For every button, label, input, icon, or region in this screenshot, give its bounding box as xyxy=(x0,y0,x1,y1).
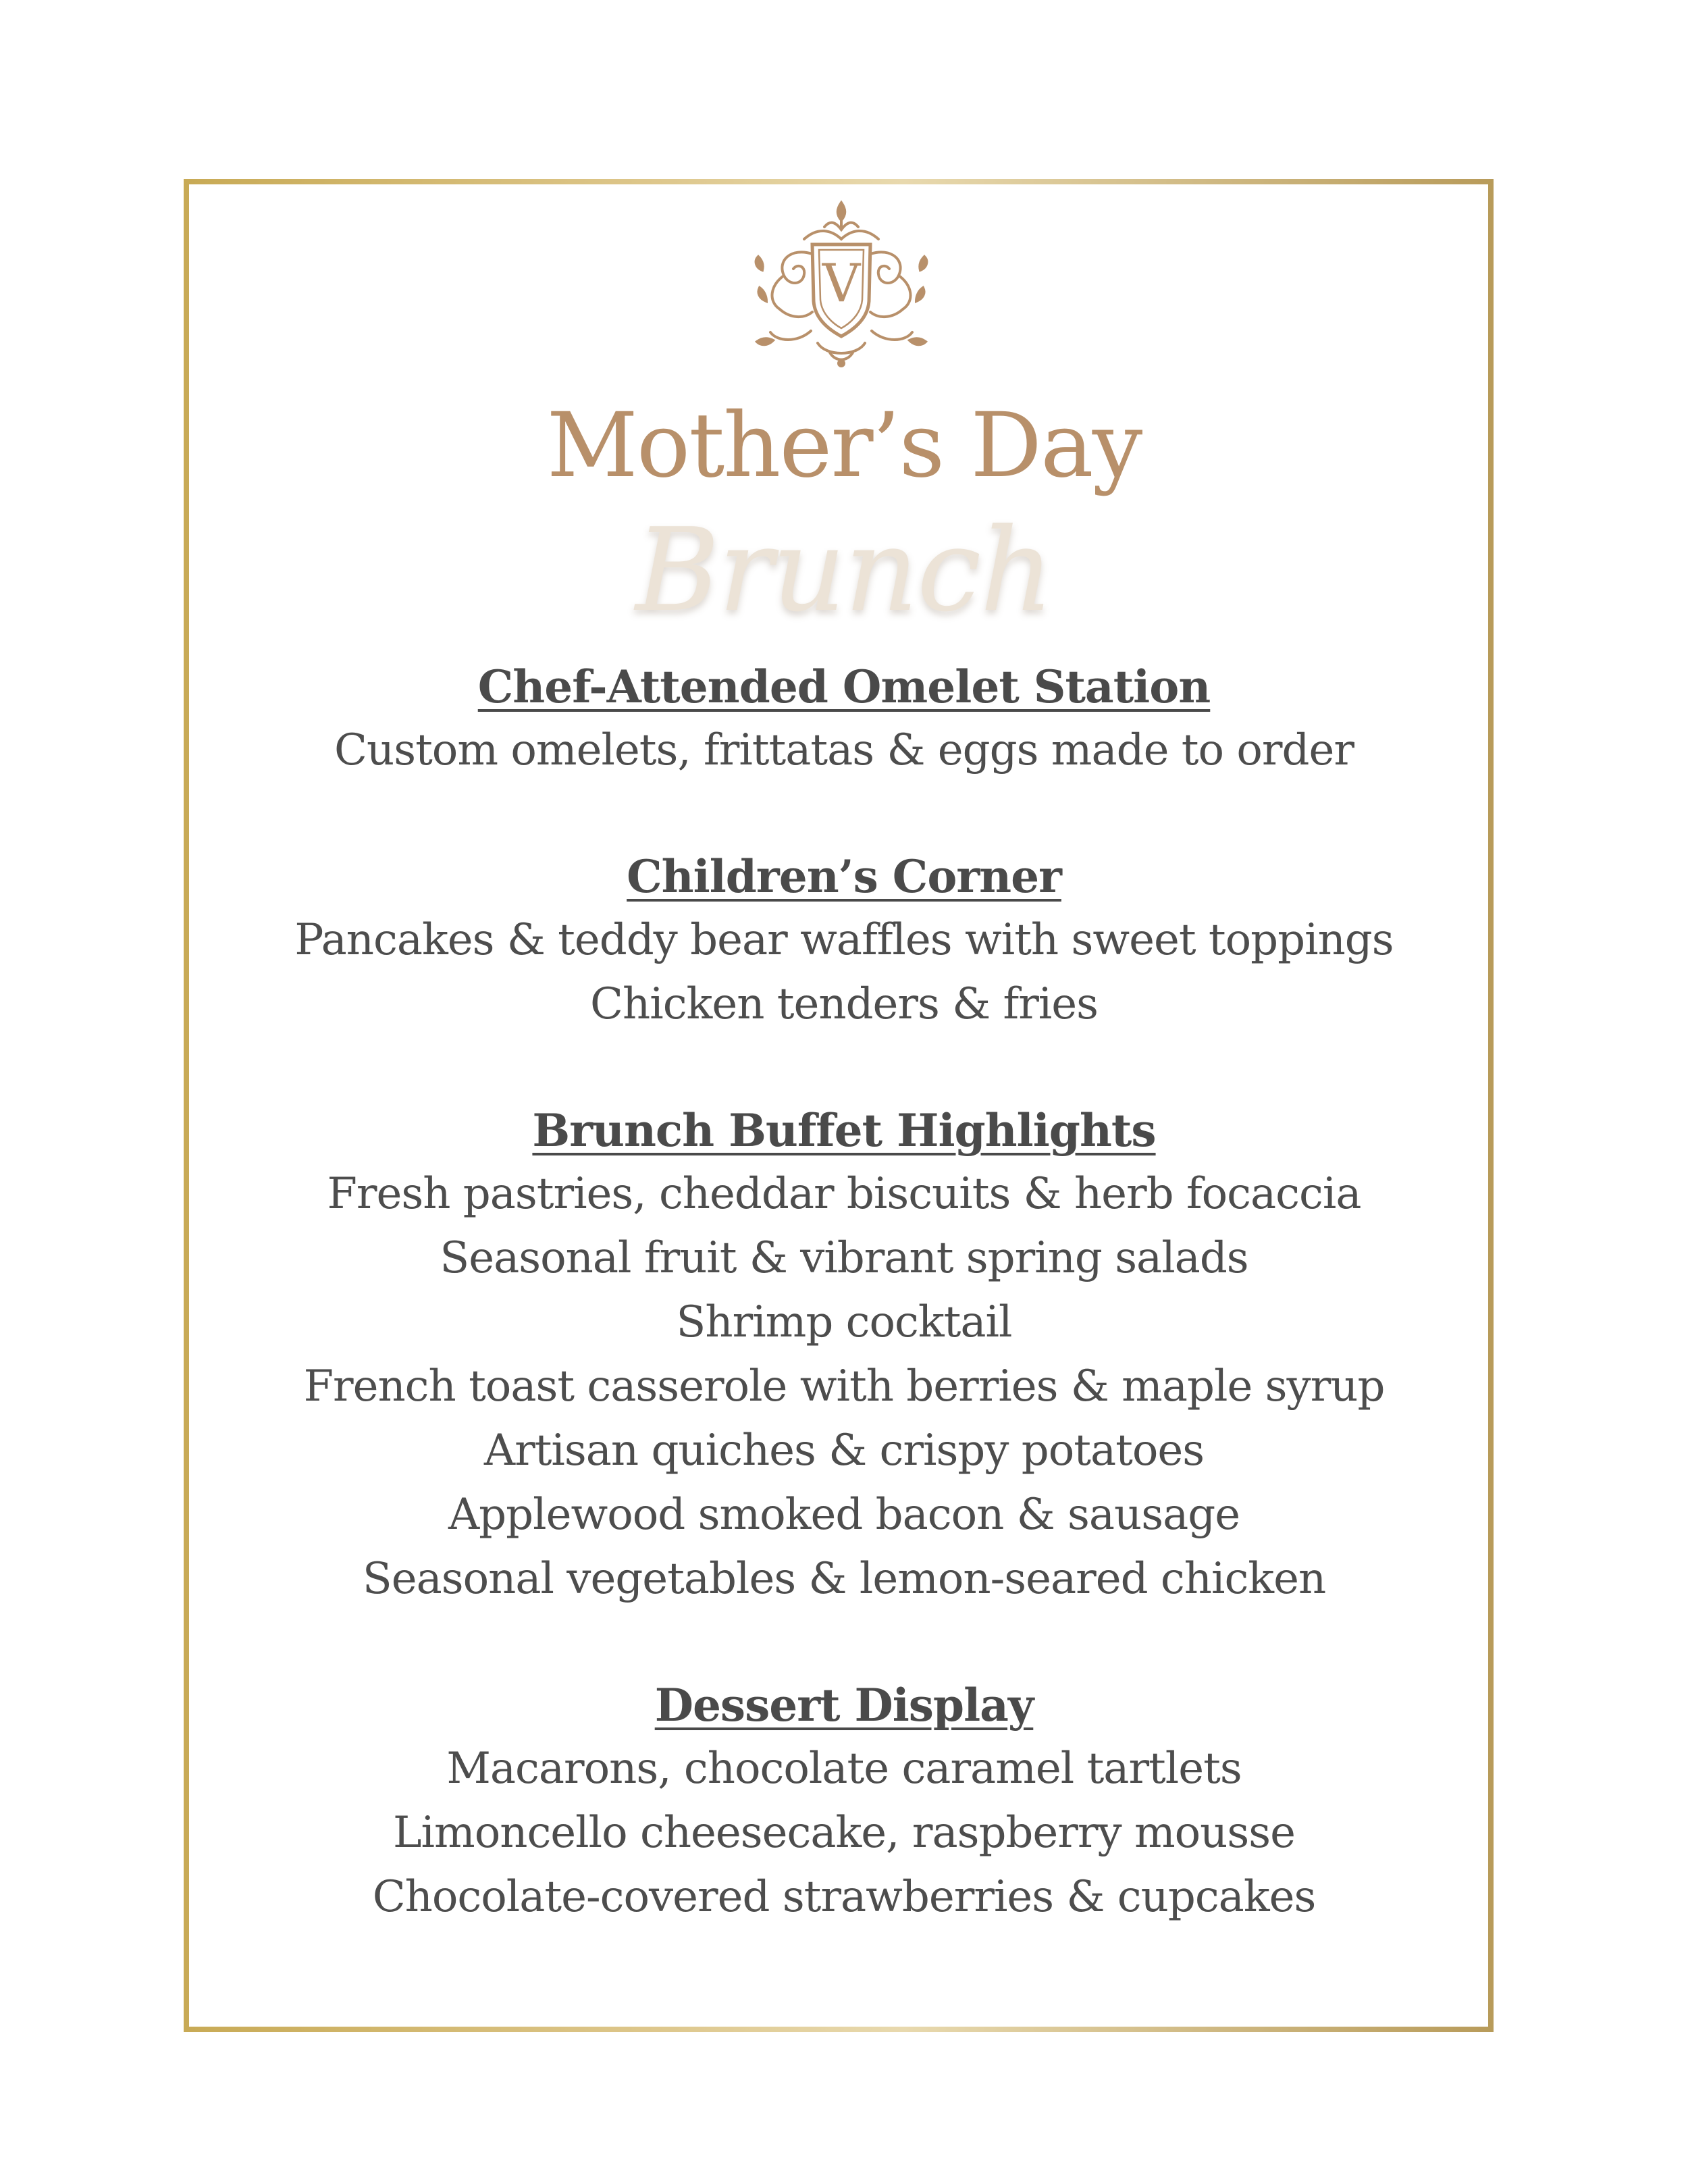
menu-item: Fresh pastries, cheddar biscuits & herb focaccia xyxy=(327,1169,1361,1219)
section-heading: Dessert Display xyxy=(654,1679,1034,1732)
menu-item: Pancakes & teddy bear waffles with sweet toppings xyxy=(294,915,1394,965)
section-heading: Chef-Attended Omelet Station xyxy=(477,660,1211,713)
menu-item: French toast casserole with berries & maple syrup xyxy=(303,1361,1385,1411)
crest-icon xyxy=(750,200,932,369)
title-mothers-day: Mother’s Day xyxy=(546,394,1142,498)
crest-monogram: V xyxy=(822,253,861,314)
menu-item: Macarons, chocolate caramel tartlets xyxy=(446,1744,1242,1794)
menu-item: Artisan quiches & crispy potatoes xyxy=(483,1426,1205,1476)
section-heading: Children’s Corner xyxy=(627,850,1061,903)
title-brunch: Brunch xyxy=(635,504,1053,638)
menu-item: Custom omelets, frittatas & eggs made to order xyxy=(334,725,1354,775)
section-dessert-display xyxy=(0,1673,1688,1929)
section-buffet-highlights xyxy=(0,1099,1688,1611)
section-childrens-corner xyxy=(0,845,1688,1037)
menu-item: Seasonal fruit & vibrant spring salads xyxy=(440,1233,1248,1283)
section-heading: Brunch Buffet Highlights xyxy=(532,1104,1156,1157)
menu-item: Seasonal vegetables & lemon-seared chicken xyxy=(362,1554,1326,1604)
menu-item: Chocolate-covered strawberries & cupcakes xyxy=(372,1872,1316,1922)
menu-item: Chicken tenders & fries xyxy=(590,979,1098,1029)
menu-item: Applewood smoked bacon & sausage xyxy=(448,1490,1240,1540)
section-omelet-station xyxy=(0,655,1688,783)
menu-item: Limoncello cheesecake, raspberry mousse xyxy=(393,1808,1295,1858)
menu-content xyxy=(0,655,1688,1992)
menu-item: Shrimp cocktail xyxy=(676,1297,1012,1347)
